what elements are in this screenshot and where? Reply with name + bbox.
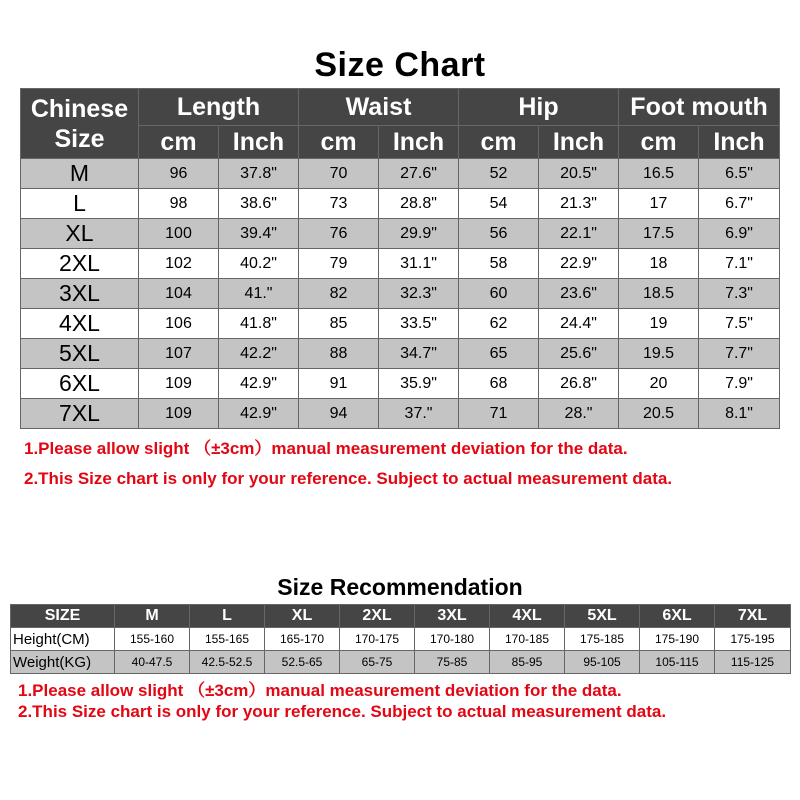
rec-range-cell: 170-175 [340,628,415,651]
measurement-cell: 60 [459,279,539,309]
size-row [21,279,780,309]
rec-size-header: SIZE [11,605,115,628]
measurement-cell: 88 [299,339,379,369]
rec-range-cell: 52.5-65 [265,651,340,674]
size-row [21,189,780,219]
measurement-cell: 20 [619,369,699,399]
measurement-cell: 33.5" [379,309,459,339]
measurement-cell: 29.9" [379,219,459,249]
size-label-cell: XL [21,219,139,249]
measurement-cell: 17 [619,189,699,219]
measurement-cell: 35.9" [379,369,459,399]
measurement-cell: 28." [539,399,619,429]
size-chart-table [20,88,780,429]
measurement-cell: 7.5" [699,309,780,339]
recommendation-note-1: 1.Please allow slight （±3cm）manual measurement deviation for the data. [18,681,622,700]
measurement-cell: 106 [139,309,219,339]
size-label-cell: 5XL [21,339,139,369]
measurement-cell: 7.1" [699,249,780,279]
measurement-cell: 37.8" [219,159,299,189]
measurement-cell: 91 [299,369,379,399]
measurement-cell: 58 [459,249,539,279]
measurement-cell: 22.1" [539,219,619,249]
measurement-cell: 31.1" [379,249,459,279]
group-header-length: Length [139,89,299,126]
measurement-cell: 21.3" [539,189,619,219]
rec-row-label: Weight(KG) [11,651,115,674]
weight-row [11,651,791,674]
rec-size-column-header: 6XL [640,605,715,628]
rec-row-label: Height(CM) [11,628,115,651]
measurement-cell: 32.3" [379,279,459,309]
measurement-cell: 41." [219,279,299,309]
size-column-header [21,89,139,159]
unit-header-inch: Inch [699,126,780,159]
rec-size-column-header: 2XL [340,605,415,628]
measurement-cell: 19 [619,309,699,339]
measurement-cell: 82 [299,279,379,309]
group-header-hip: Hip [459,89,619,126]
measurement-cell: 22.9" [539,249,619,279]
measurement-cell: 18 [619,249,699,279]
size-row [21,219,780,249]
rec-size-column-header: 5XL [565,605,640,628]
measurement-cell: 76 [299,219,379,249]
measurement-cell: 38.6" [219,189,299,219]
size-label-cell: 4XL [21,309,139,339]
measurement-cell: 71 [459,399,539,429]
measurement-cell: 23.6" [539,279,619,309]
size-row [21,399,780,429]
size-chart-title: Size Chart [314,46,486,84]
measurement-cell: 20.5" [539,159,619,189]
group-header-waist: Waist [299,89,459,126]
rec-range-cell: 165-170 [265,628,340,651]
unit-header-inch: Inch [539,126,619,159]
rec-range-cell: 170-180 [415,628,490,651]
measurement-cell: 100 [139,219,219,249]
measurement-cell: 16.5 [619,159,699,189]
rec-range-cell: 85-95 [490,651,565,674]
rec-range-cell: 170-185 [490,628,565,651]
measurement-cell: 109 [139,399,219,429]
unit-header-cm: cm [299,126,379,159]
measurement-cell: 52 [459,159,539,189]
measurement-cell: 37." [379,399,459,429]
rec-range-cell: 65-75 [340,651,415,674]
rec-range-cell: 175-195 [715,628,791,651]
size-label-cell: 2XL [21,249,139,279]
measurement-cell: 17.5 [619,219,699,249]
rec-range-cell: 42.5-52.5 [190,651,265,674]
measurement-cell: 98 [139,189,219,219]
rec-size-column-header: XL [265,605,340,628]
size-label-cell: 6XL [21,369,139,399]
unit-header-cm: cm [139,126,219,159]
size-recommendation-table [10,604,791,674]
measurement-cell: 20.5 [619,399,699,429]
rec-size-column-header: 3XL [415,605,490,628]
unit-header-cm: cm [459,126,539,159]
unit-header-cm: cm [619,126,699,159]
rec-size-column-header: M [115,605,190,628]
measurement-cell: 85 [299,309,379,339]
measurement-cell: 70 [299,159,379,189]
size-column-header-line2: Size [54,124,105,153]
measurement-cell: 96 [139,159,219,189]
measurement-cell: 34.7" [379,339,459,369]
rec-range-cell: 40-47.5 [115,651,190,674]
measurement-cell: 79 [299,249,379,279]
rec-range-cell: 155-160 [115,628,190,651]
measurement-cell: 39.4" [219,219,299,249]
measurement-cell: 94 [299,399,379,429]
rec-range-cell: 175-185 [565,628,640,651]
measurement-cell: 42.2" [219,339,299,369]
unit-header-inch: Inch [379,126,459,159]
rec-range-cell: 105-115 [640,651,715,674]
measurement-cell: 68 [459,369,539,399]
measurement-cell: 24.4" [539,309,619,339]
size-label-cell: M [21,159,139,189]
measurement-cell: 7.9" [699,369,780,399]
measurement-cell: 7.3" [699,279,780,309]
rec-size-column-header: 7XL [715,605,791,628]
measurement-cell: 42.9" [219,399,299,429]
group-header-foot-mouth: Foot mouth [619,89,780,126]
measurement-cell: 26.8" [539,369,619,399]
rec-size-column-header: 4XL [490,605,565,628]
unit-header-inch: Inch [219,126,299,159]
measurement-cell: 28.8" [379,189,459,219]
rec-range-cell: 95-105 [565,651,640,674]
measurement-cell: 6.5" [699,159,780,189]
measurement-cell: 104 [139,279,219,309]
measurement-cell: 6.7" [699,189,780,219]
size-label-cell: 7XL [21,399,139,429]
size-chart-note-2: 2.This Size chart is only for your reference. Subject to actual measurement data. [24,469,673,488]
measurement-cell: 25.6" [539,339,619,369]
size-column-header-line1: Chinese [30,94,129,123]
measurement-cell: 62 [459,309,539,339]
measurement-cell: 73 [299,189,379,219]
measurement-cell: 40.2" [219,249,299,279]
measurement-cell: 56 [459,219,539,249]
size-label-cell: 3XL [21,279,139,309]
measurement-cell: 102 [139,249,219,279]
size-row [21,339,780,369]
measurement-cell: 42.9" [219,369,299,399]
size-row [21,159,780,189]
size-chart-note-1: 1.Please allow slight （±3cm）manual measurement deviation for the data. [24,439,628,458]
size-label-cell: L [21,189,139,219]
measurement-cell: 109 [139,369,219,399]
size-row [21,309,780,339]
rec-range-cell: 115-125 [715,651,791,674]
measurement-cell: 54 [459,189,539,219]
measurement-cell: 8.1" [699,399,780,429]
measurement-cell: 65 [459,339,539,369]
size-row [21,369,780,399]
measurement-cell: 19.5 [619,339,699,369]
size-recommendation-title: Size Recommendation [277,574,523,600]
measurement-cell: 107 [139,339,219,369]
measurement-cell: 27.6" [379,159,459,189]
recommendation-note-2: 2.This Size chart is only for your reference. Subject to actual measurement data. [18,702,667,721]
size-row [21,249,780,279]
rec-range-cell: 75-85 [415,651,490,674]
rec-range-cell: 175-190 [640,628,715,651]
rec-range-cell: 155-165 [190,628,265,651]
height-row [11,628,791,651]
measurement-cell: 6.9" [699,219,780,249]
measurement-cell: 41.8" [219,309,299,339]
rec-size-column-header: L [190,605,265,628]
measurement-cell: 18.5 [619,279,699,309]
measurement-cell: 7.7" [699,339,780,369]
